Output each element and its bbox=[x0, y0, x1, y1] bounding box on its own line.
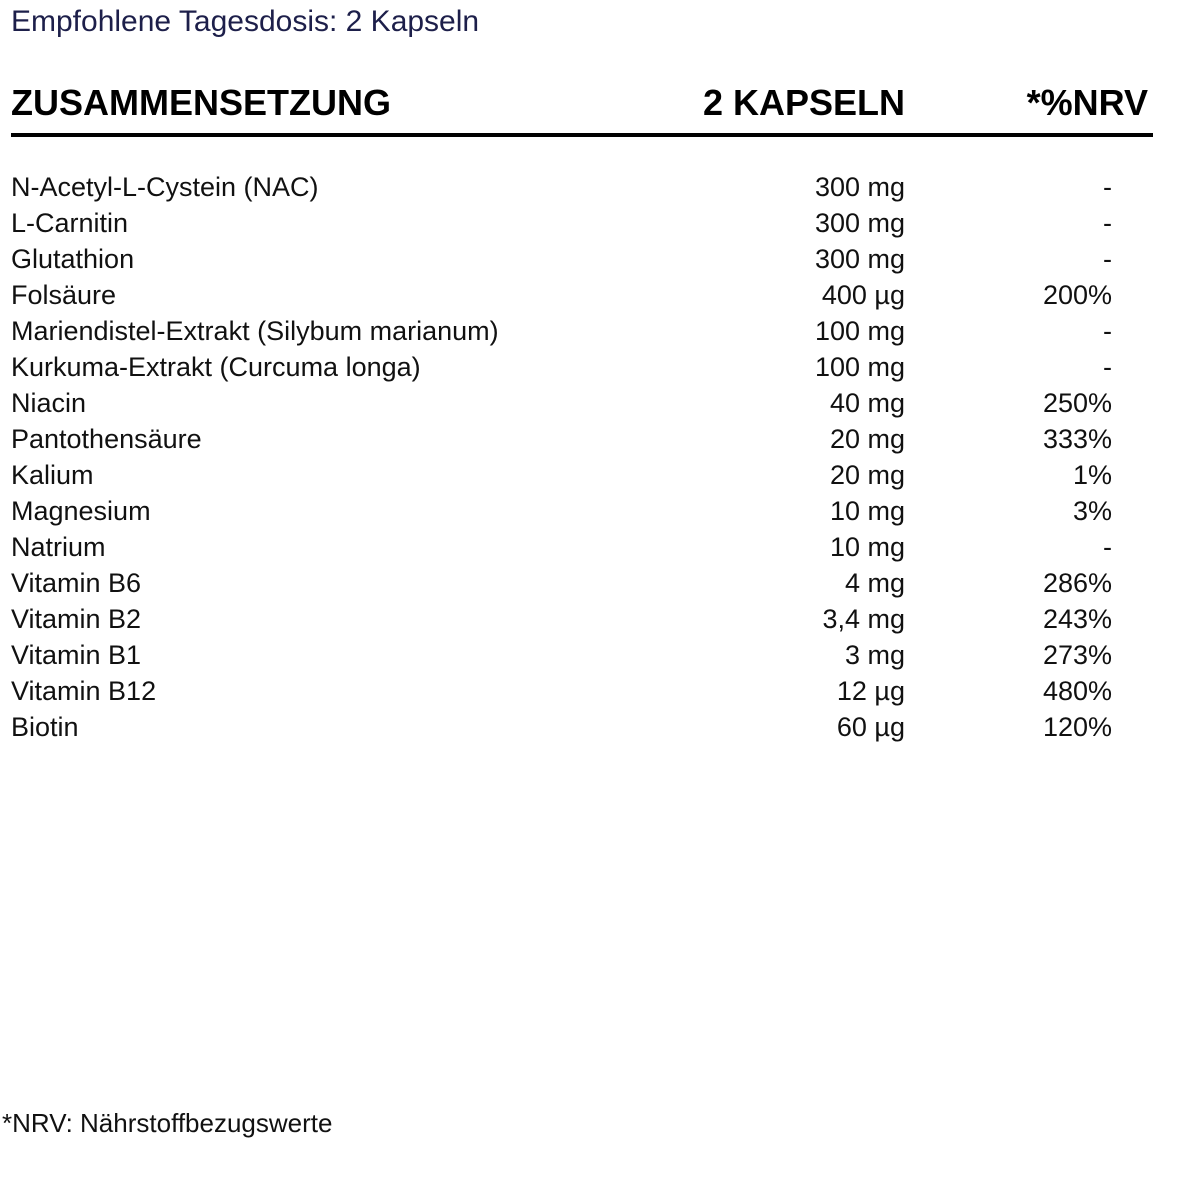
ingredient-name: Biotin bbox=[11, 712, 79, 742]
table-row bbox=[11, 241, 1153, 277]
table-row bbox=[11, 421, 1153, 457]
ingredient-name: Vitamin B6 bbox=[11, 568, 142, 598]
ingredient-nrv: 286% bbox=[1042, 568, 1112, 598]
header-composition: ZUSAMMENSETZUNG bbox=[11, 82, 391, 123]
table-row bbox=[11, 457, 1153, 493]
table-row bbox=[11, 709, 1153, 745]
ingredient-amount: 10 mg bbox=[829, 496, 905, 526]
ingredient-name: Natrium bbox=[11, 532, 106, 562]
ingredient-nrv: - bbox=[1103, 316, 1112, 346]
ingredient-amount: 20 mg bbox=[829, 424, 905, 454]
ingredient-nrv: 273% bbox=[1042, 640, 1112, 670]
ingredient-amount: 4 mg bbox=[844, 568, 905, 598]
composition-table-body bbox=[11, 169, 1153, 745]
ingredient-name: Glutathion bbox=[11, 244, 135, 274]
header-two-capsules: 2 KAPSELN bbox=[702, 82, 905, 123]
ingredient-name: Niacin bbox=[11, 388, 87, 418]
ingredient-amount: 300 mg bbox=[814, 244, 905, 274]
ingredient-amount: 20 mg bbox=[829, 460, 905, 490]
table-row bbox=[11, 313, 1153, 349]
ingredient-name: Pantothensäure bbox=[11, 424, 202, 454]
ingredient-nrv: - bbox=[1103, 352, 1112, 382]
ingredient-name: L-Carnitin bbox=[11, 208, 129, 238]
table-row bbox=[11, 565, 1153, 601]
table-row bbox=[11, 493, 1153, 529]
nrv-footnote: *NRV: Nährstoffbezugswerte bbox=[2, 1108, 333, 1138]
ingredient-name: Mariendistel-Extrakt (Silybum marianum) bbox=[11, 316, 499, 346]
table-row bbox=[11, 601, 1153, 637]
ingredient-name: Vitamin B12 bbox=[11, 676, 157, 706]
ingredient-amount: 60 µg bbox=[836, 712, 905, 742]
header-nrv: *%NRV bbox=[1026, 82, 1148, 123]
ingredient-name: Kurkuma-Extrakt (Curcuma longa) bbox=[11, 352, 421, 382]
table-row bbox=[11, 205, 1153, 241]
ingredient-name: Magnesium bbox=[11, 496, 151, 526]
ingredient-amount: 10 mg bbox=[829, 532, 905, 562]
table-row bbox=[11, 277, 1153, 313]
header-divider bbox=[11, 133, 1153, 137]
ingredient-amount: 100 mg bbox=[814, 316, 905, 346]
table-row bbox=[11, 637, 1153, 673]
ingredient-nrv: 243% bbox=[1042, 604, 1112, 634]
ingredient-nrv: 120% bbox=[1042, 712, 1112, 742]
ingredient-amount: 400 µg bbox=[821, 280, 905, 310]
ingredient-name: Vitamin B2 bbox=[11, 604, 142, 634]
ingredient-amount: 12 µg bbox=[836, 676, 905, 706]
ingredient-amount: 3 mg bbox=[844, 640, 905, 670]
ingredient-name: N-Acetyl-L-Cystein (NAC) bbox=[11, 172, 319, 202]
ingredient-amount: 40 mg bbox=[829, 388, 905, 418]
ingredient-name: Vitamin B1 bbox=[11, 640, 142, 670]
ingredient-nrv: 3% bbox=[1072, 496, 1112, 526]
ingredient-name: Kalium bbox=[11, 460, 94, 490]
table-row bbox=[11, 385, 1153, 421]
ingredient-amount: 300 mg bbox=[814, 208, 905, 238]
ingredient-nrv: 480% bbox=[1042, 676, 1112, 706]
ingredient-nrv: - bbox=[1103, 208, 1112, 238]
table-row bbox=[11, 529, 1153, 565]
ingredient-nrv: 1% bbox=[1072, 460, 1112, 490]
table-row bbox=[11, 169, 1153, 205]
table-row bbox=[11, 349, 1153, 385]
ingredient-nrv: 250% bbox=[1042, 388, 1112, 418]
ingredient-nrv: - bbox=[1103, 532, 1112, 562]
ingredient-nrv: 200% bbox=[1042, 280, 1112, 310]
ingredient-nrv: - bbox=[1103, 244, 1112, 274]
ingredient-nrv: - bbox=[1103, 172, 1112, 202]
ingredient-amount: 3,4 mg bbox=[822, 604, 905, 634]
ingredient-name: Folsäure bbox=[11, 280, 117, 310]
ingredient-nrv: 333% bbox=[1042, 424, 1112, 454]
recommended-dosage: Empfohlene Tagesdosis: 2 Kapseln bbox=[11, 5, 480, 38]
composition-table-header bbox=[11, 82, 1153, 124]
ingredient-amount: 300 mg bbox=[814, 172, 905, 202]
table-row bbox=[11, 673, 1153, 709]
ingredient-amount: 100 mg bbox=[814, 352, 905, 382]
